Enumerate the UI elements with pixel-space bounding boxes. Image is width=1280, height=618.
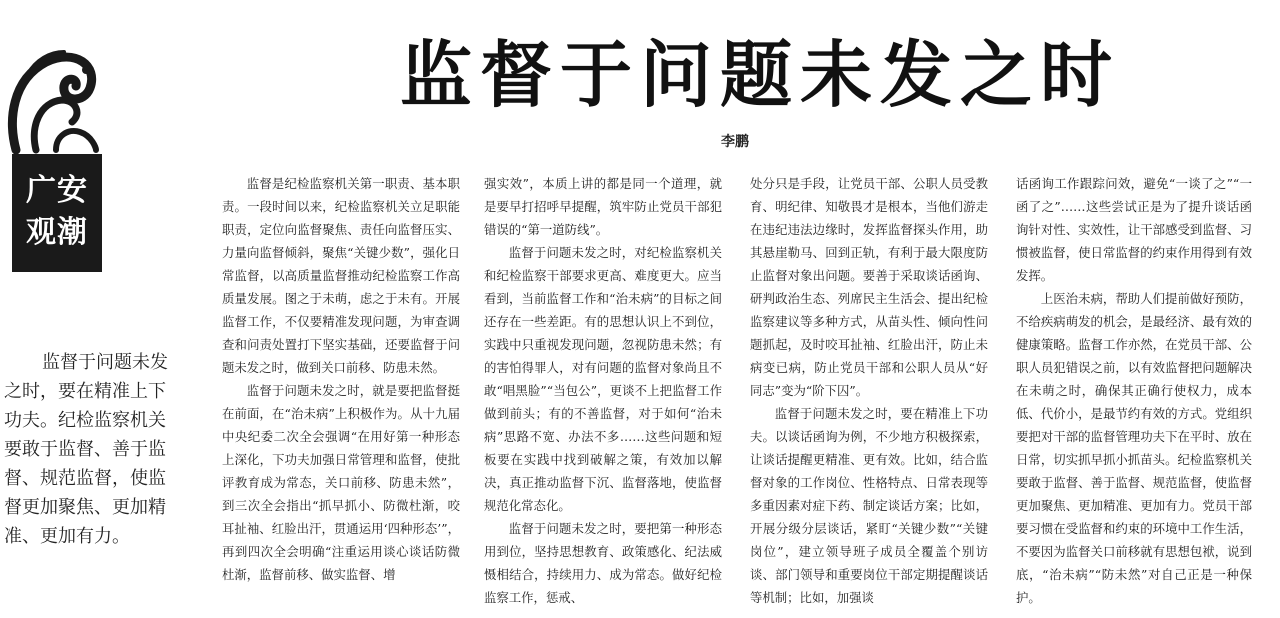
column-name-line2: 观潮 [26, 215, 88, 250]
paragraph: 处分只是手段，让党员干部、公职人员受教育、明纪律、知敬畏才是根本，当他们游走在违纪违法边缘时，发挥监督探头作用，助其悬崖勒马、回到正轨，有利于最大限度防止监督对象出问题。要善于采取谈话函询、研判政治生态、列席民主生活会、提出纪检监察建议等多种方式，从苗头性、倾向性问题抓起，及时咬耳扯袖、红脸出汗，防止未病变已病，防止党员干部和公职人员从“好同志”变为“阶下囚”。 [750, 176, 988, 398]
paragraph: 监督于问题未发之时，要在精准上下功夫。以谈话函询为例，不少地方积极探索，让谈话提醒更精准、更有效。比如，结合监督对象的工作岗位、性格特点、日常表现等多重因素对症下药、制定谈话方案；比如，开展分级分层谈话，紧盯“关键少数”“关键岗位”，建立领导班子成员全覆盖个别访谈、部门领导和重要岗位干部定期提醒谈话等机制；比如，加强谈 [750, 406, 988, 605]
article-column-1 [222, 172, 460, 592]
headline: 监督于问题未发之时 [400, 33, 1121, 117]
pull-quote: 监督于问题未发之时，要在精准上下功夫。纪检监察机关要敢于监督、善于监督、规范监督，使监督更加聚焦、更加精准、更加有力。 [4, 352, 168, 547]
paragraph: 强实效”，本质上讲的都是同一个道理，就是要早打招呼早提醒，筑牢防止党员干部犯错误的“第一道防线”。 [484, 176, 722, 237]
paragraph: 监督于问题未发之时，要把第一种形态用到位，坚持思想教育、政策感化、纪法威慑相结合，持续用力、成为常态。做好纪检监察工作，惩戒、 [484, 521, 722, 605]
article-column-4 [1016, 172, 1252, 605]
paragraph: 上医治未病，帮助人们提前做好预防，不给疾病萌发的机会，是最经济、最有效的健康策略。监督工作亦然，在党员干部、公职人员犯错误之前，以有效监督把问题解决在未萌之时，确保其正确行使权力，成本低、代价小，是最节约有效的方式。党组织要把对干部的监督管理功夫下在平时、放在日常，切实抓早抓小抓苗头。纪检监察机关要敢于监督、善于监督、规范监督，使监督更加聚焦、更加精准、更加有力。党员干部要习惯在受监督和约束的环境中工作生活，不要因为监督关口前移就有思想包袱，说到底，“治未病”“防未然”对自己正是一种保护。 [1016, 291, 1252, 605]
column-logo [6, 40, 102, 250]
paragraph: 监督于问题未发之时，就是要把监督挺在前面，在“治未病”上积极作为。从十九届中央纪委二次全会强调“在用好第一种形态上深化，下功夫加强日常管理和监督，使批评教育成为常态，关口前移、防患未然”，到三次全会指出“抓早抓小、防微杜渐，咬耳扯袖、红脸出汗，贯通运用‘四种形态’”，再到四次全会明确“注重运用谈心谈话防微杜渐，监督前移、做实监督、增 [222, 383, 460, 582]
paragraph: 监督是纪检监察机关第一职责、基本职责。一段时间以来，纪检监察机关立足职能职责，定位向监督聚焦、责任向监督压实、力量向监督倾斜，聚焦“关键少数”，强化日常监督，以高质量监督推动纪检监察工作高质量发展。图之于未萌，虑之于未有。开展监督工作，不仅要精准发现问题，为审查调查和问责处置打下坚实基础，还要监督于问题未发之时，做到关口前移、防患未然。 [222, 176, 460, 375]
column-name-box [12, 154, 102, 272]
paragraph: 话函询工作跟踪问效，避免“一谈了之”“一函了之”……这些尝试正是为了提升谈话函询针对性、实效性，让干部感受到监督、习惯被监督，使日常监督的约束作用得到有效发挥。 [1016, 176, 1252, 283]
paragraph: 监督于问题未发之时，对纪检监察机关和纪检监察干部要求更高、难度更大。应当看到，当前监督工作和“治未病”的目标之间还存在一些差距。有的思想认识上不到位，实践中只重视发现问题，忽视防患未然；有的害怕得罪人，对有问题的监督对象尚且不敢“唱黑脸”“当包公”，更谈不上把监督工作做到前头；有的不善监督，对于如何“治未病”思路不宽、办法不多……这些问题和短板要在实践中找到破解之策，有效加以解决，真正推动监督下沉、监督落地，使监督规范化常态化。 [484, 245, 722, 513]
article-column-2 [484, 172, 722, 605]
wave-icon [6, 40, 102, 152]
column-name-line1: 广安 [26, 173, 88, 208]
article-column-3 [750, 172, 988, 605]
author-name: 李鹏 [721, 134, 749, 150]
